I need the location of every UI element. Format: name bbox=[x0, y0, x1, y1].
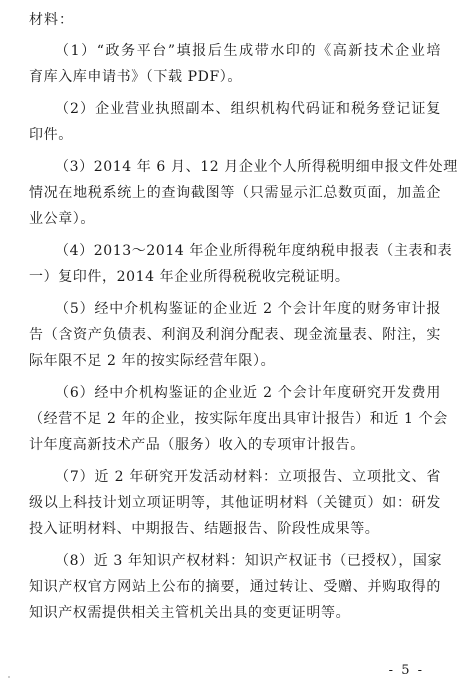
paragraph-line: （4）2013～2014 年企业所得税年度纳税申报表（主表和表 bbox=[55, 243, 453, 259]
list-item bbox=[29, 296, 441, 374]
paragraph-line: （8）近 3 年知识产权材料：知识产权证书（已授权），国家 bbox=[55, 553, 443, 569]
paragraph-line: （经营不足 2 年的企业，按实际年度出具审计报告）和近 1 个会 bbox=[29, 411, 448, 427]
paragraph-line: （3）2014 年 6 月、12 月企业个人所得税明细申报文件处理 bbox=[55, 159, 458, 175]
list-item bbox=[29, 380, 448, 458]
paragraph-line: 一）复印件，2014 年企业所得税税收完税证明。 bbox=[29, 269, 350, 285]
section-heading: 材料： bbox=[29, 12, 74, 28]
paragraph-line: 计年度高新技术产品（服务）收入的专项审计报告。 bbox=[29, 437, 365, 453]
paragraph-line: 投入证明材料、中期报告、结题报告、阶段性成果等。 bbox=[29, 521, 380, 537]
paragraph-line: （1）“政务平台”填报后生成带水印的《高新技术企业培 bbox=[55, 43, 441, 59]
paragraph-line: 育库入库申请书》（下载 PDF）。 bbox=[29, 69, 243, 85]
paragraph-line: 情况在地税系统上的查询截图等（只需显示汇总数页面，加盖企 bbox=[29, 185, 441, 201]
list-item bbox=[29, 548, 441, 626]
paragraph-line: （2）企业营业执照副本、组织机构代码证和税务登记证复 bbox=[55, 101, 441, 117]
paragraph-line: 印件。 bbox=[29, 127, 73, 143]
list-item bbox=[29, 238, 453, 290]
list-item bbox=[29, 38, 441, 90]
paragraph-line: （6）经中介机构鉴证的企业近 2 个会计年度研究开发费用 bbox=[55, 385, 441, 401]
paragraph-line: 知识产权官方网站上公布的摘要，通过转让、受赠、并购取得的 bbox=[29, 579, 441, 595]
scan-mark bbox=[8, 676, 10, 678]
paragraph-line: 告（含资产负债表、利润及利润分配表、现金流量表、附注，实 bbox=[29, 327, 441, 343]
paragraph-line: 知识产权需提供相关主管机关出具的变更证明等。 bbox=[29, 605, 351, 621]
list-item bbox=[29, 154, 458, 232]
page-number: - 5 - bbox=[388, 663, 424, 678]
list-item bbox=[29, 464, 441, 542]
paragraph-line: （5）经中介机构鉴证的企业近 2 个会计年度的财务审计报 bbox=[55, 301, 441, 317]
list-item bbox=[29, 96, 441, 148]
paragraph-line: 业公章）。 bbox=[29, 211, 95, 227]
paragraph-line: 级以上科技计划立项证明等，其他证明材料（关键页）如：研发 bbox=[29, 495, 441, 511]
paragraph-line: （7）近 2 年研究开发活动材料：立项报告、立项批文、省 bbox=[55, 469, 441, 485]
materials-list bbox=[29, 38, 458, 632]
paragraph-line: 际年限不足 2 年的按实际经营年限）。 bbox=[29, 353, 276, 369]
